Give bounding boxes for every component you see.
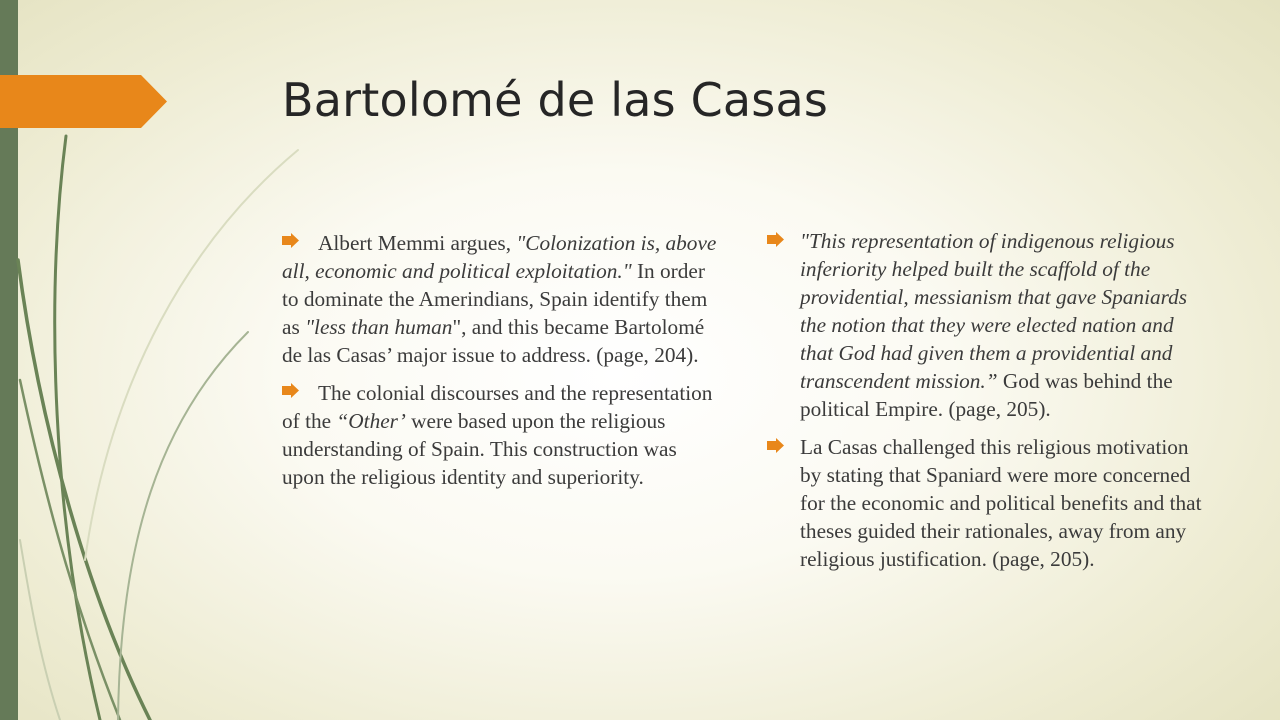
- quote-text: "This representation of indigenous religious inferiority helped built the scaffold of the providential, messianism that gave Spaniards the notion that they were elected nation and that God had given them a providential and transcendent mission.”: [800, 229, 1188, 393]
- slide-title: Bartolomé de las Casas: [282, 73, 829, 127]
- text-run: The colonial discourses and the representation of the: [282, 381, 713, 433]
- text-run: La Casas challenged this religious motivation by stating that Spaniard were more concerned for the economic and political benefits and that theses guided their rationales, away from any religious justification. (page, 205).: [800, 435, 1202, 571]
- arrow-bullet-icon: [767, 438, 784, 453]
- left-bullet-list: [282, 229, 722, 501]
- list-item: [282, 229, 722, 369]
- arrow-bullet-icon: [282, 383, 299, 398]
- text-run: God was behind the political Empire. (page, 205).: [800, 369, 1173, 421]
- text-run: In order to dominate the Amerindians, Spain identify them as: [282, 259, 708, 339]
- arrow-bullet-icon: [282, 233, 299, 248]
- list-item: [764, 227, 1204, 423]
- quote-text: “Other’: [336, 409, 406, 433]
- quote-text: "Colonization is, above all, economic and political exploitation.": [282, 231, 717, 283]
- arrow-bullet-icon: [767, 232, 784, 247]
- right-bullet-list: [764, 227, 1204, 583]
- text-run: ", and this became Bartolomé de las Casas’ major issue to address. (page, 204).: [282, 315, 705, 367]
- list-item: [764, 433, 1204, 573]
- quote-text: "less than human: [305, 315, 453, 339]
- text-run: were based upon the religious understanding of Spain. This construction was upon the religious identity and superiority.: [282, 409, 677, 489]
- text-run: Albert Memmi argues,: [318, 231, 517, 255]
- list-item: [282, 379, 722, 491]
- title-arrow-marker: [0, 75, 167, 128]
